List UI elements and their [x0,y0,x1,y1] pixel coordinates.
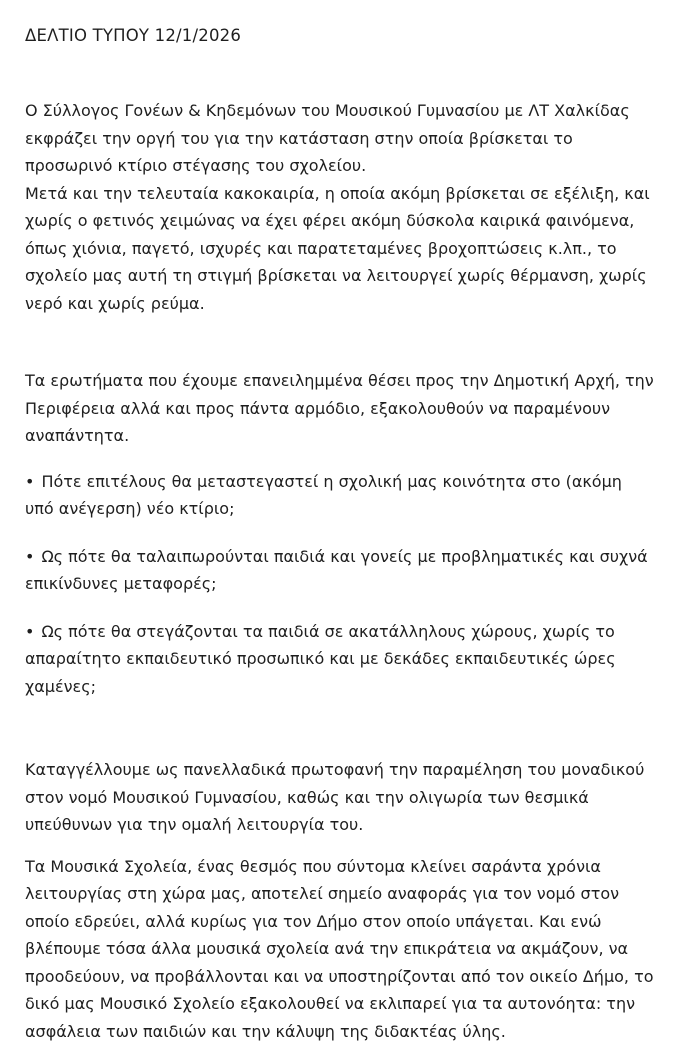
paragraph-questions-intro: Τα ερωτήματα που έχουμε επανειλημμένα θέσει προς την Δημοτική Αρχή, την Περιφέρεια αλλά και προς πάντα αρμόδιο, εξακολουθούν να παραμένουν αναπάντητα. [25,367,655,450]
paragraph-intro-2: Μετά και την τελευταία κακοκαιρία, η οποία ακόμη βρίσκεται σε εξέλιξη, και χωρίς ο φετινός χειμώνας να έχει φέρει ακόμη δύσκολα καιρικά φαινόμενα, όπως χιόνια, παγετό, ισχυρές και παρατεταμένες βροχοπτώσεις κ.λπ., το σχολείο μας αυτή τη στιγμή βρίσκεται να λειτουργεί χωρίς θέρμανση, χωρίς νερό και χωρίς ρεύμα. [25,180,655,318]
bullet-item-unsuitable-premises [25,618,655,701]
paragraph-intro-1: Ο Σύλλογος Γονέων & Κηδεμόνων του Μουσικού Γυμνασίου με ΛΤ Χαλκίδας εκφράζει την οργή του για την κατάσταση στην οποία βρίσκεται το προσωρινό κτίριο στέγασης του σχολείου. [25,97,655,180]
bullet-item-new-building [25,468,655,523]
document-title: ΔΕΛΤΙΟ ΤΥΠΟΥ 12/1/2026 [25,22,655,49]
paragraph-music-schools: Τα Μουσικά Σχολεία, ένας θεσμός που σύντομα κλείνει σαράντα χρόνια λειτουργίας στη χώρα μας, αποτελεί σημείο αναφοράς για τον νομό στον οποίο εδρεύει, αλλά κυρίως για τον Δήμο στον οποίο υπάγεται. Και ενώ βλέπουμε τόσα άλλα μουσικά σχολεία ανά την επικράτεια να ακμάζουν, να προοδεύουν, να προβάλλονται και να υποστηρίζονται από τον οικείο Δήμο, το δικό μας Μουσικό Σχολείο εξακολουθεί να εκλιπαρεί για τα αυτονόητα: την ασφάλεια των παιδιών και την κάλυψη της διδακτέας ύλης. [25,853,655,1045]
bullet-text: Ως πότε θα ταλαιπωρούνται παιδιά και γονείς με προβληματικές και συχνά επικίνδυνες μεταφορές; [25,547,648,594]
bullet-marker: • [25,622,34,641]
bullet-marker: • [25,472,34,491]
bullet-text: Ως πότε θα στεγάζονται τα παιδιά σε ακατάλληλους χώρους, χωρίς το απαραίτητο εκπαιδευτικό προσωπικό και με δεκάδες εκπαιδευτικές ώρες χαμένες; [25,622,616,696]
bullet-item-transport [25,543,655,598]
bullet-text: Πότε επιτέλους θα μεταστεγαστεί η σχολική μας κοινότητα στο (ακόμη υπό ανέγερση) νέο κτίριο; [25,472,622,519]
paragraph-denounce: Καταγγέλλουμε ως πανελλαδικά πρωτοφανή την παραμέληση του μοναδικού στον νομό Μουσικού Γυμνασίου, καθώς και την ολιγωρία των θεσμικά υπεύθυνων για την ομαλή λειτουργία του. [25,756,655,839]
bullet-marker: • [25,547,34,566]
